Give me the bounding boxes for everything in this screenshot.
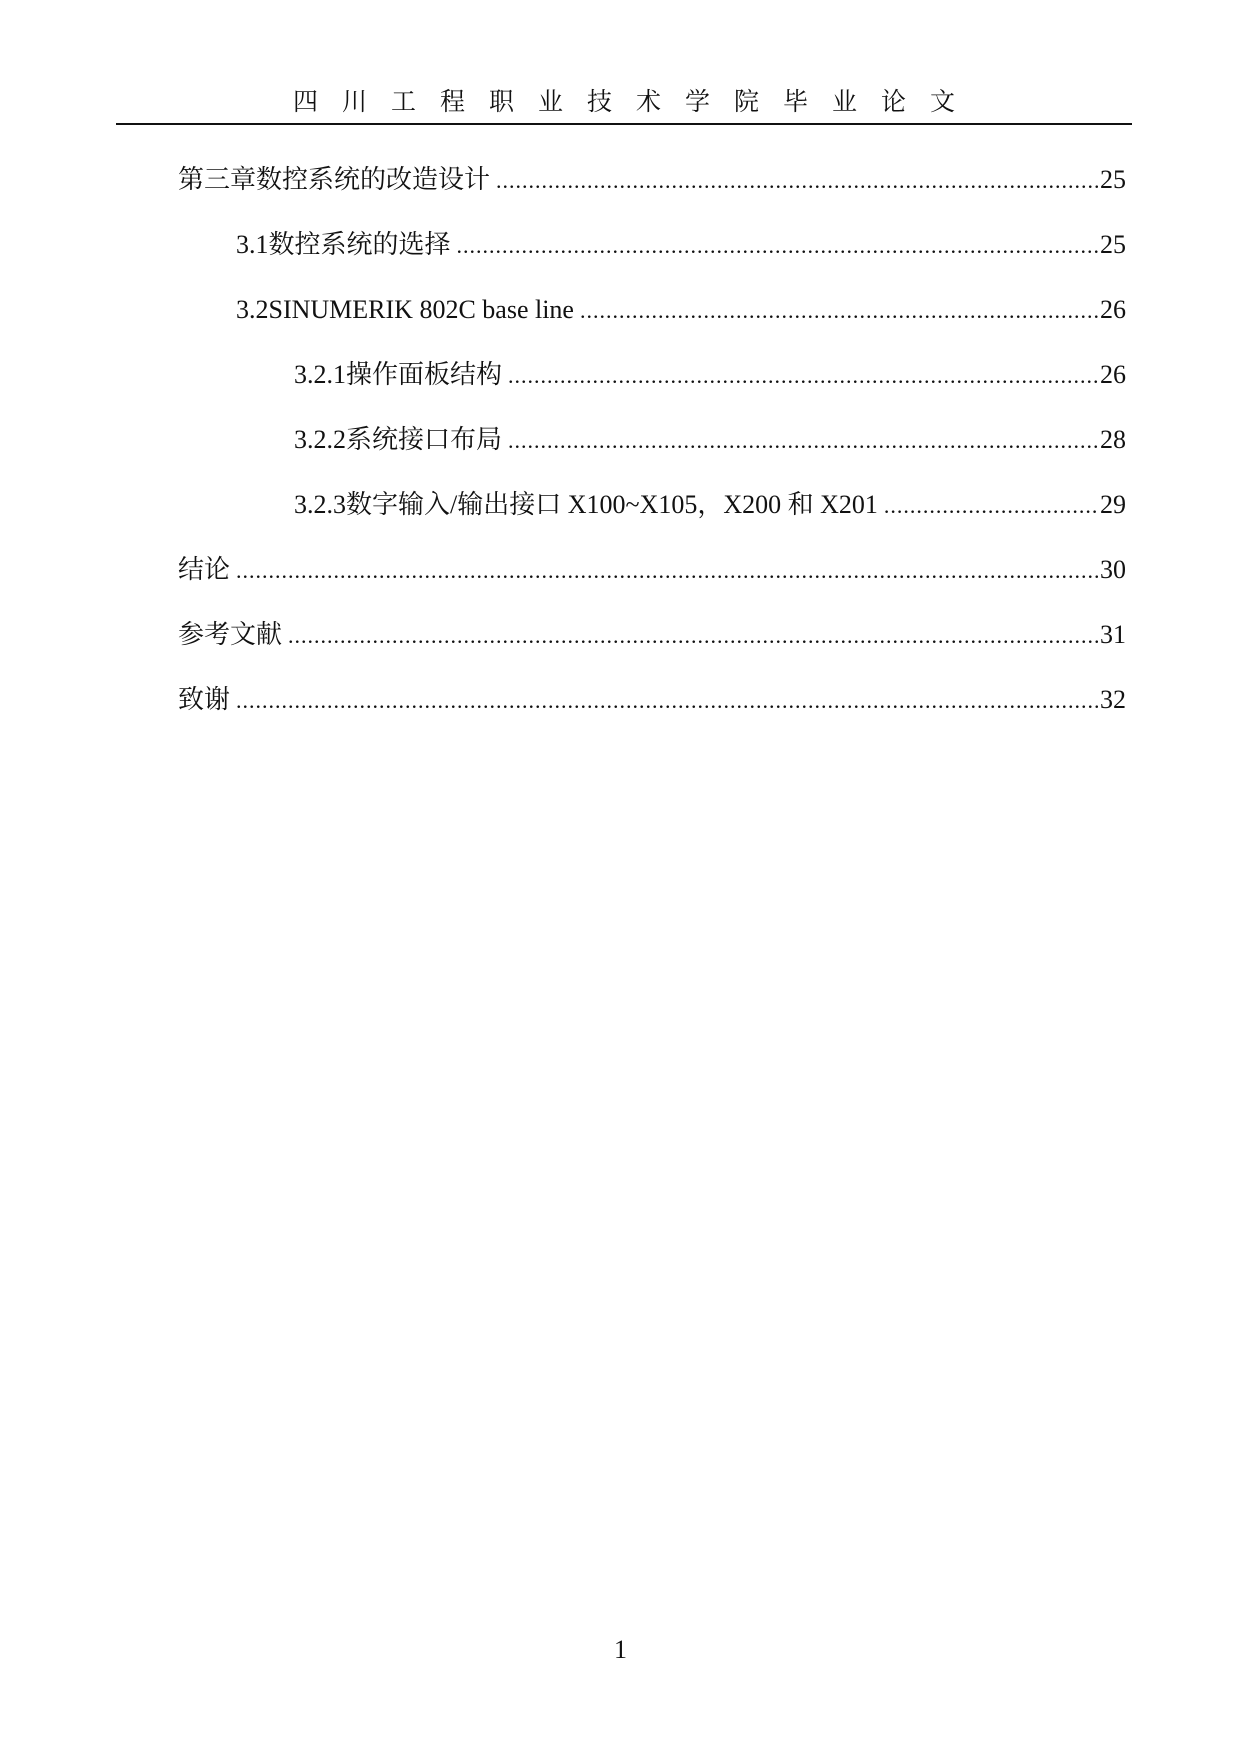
toc-entry-page: 31 <box>1100 620 1126 649</box>
toc-entry-number: 第三章 <box>178 165 257 194</box>
toc-dot-leader <box>508 421 1098 461</box>
page-header <box>116 86 1132 126</box>
toc-entry-number: 3.2.3 <box>294 490 346 519</box>
toc-entry-number: 3.1 <box>236 230 269 259</box>
toc-entry-3-1[interactable] <box>236 225 1126 265</box>
toc-entry-references[interactable] <box>178 615 1126 655</box>
toc-dot-leader <box>496 161 1098 201</box>
toc-entry-title: 致谢 <box>178 685 231 714</box>
toc-dot-leader <box>580 291 1098 331</box>
header-divider <box>116 123 1132 125</box>
toc-entry-number: 3.2 <box>236 295 269 324</box>
toc-dot-leader <box>236 551 1098 591</box>
toc-entry-3-2-2[interactable] <box>294 420 1126 460</box>
toc-entry-number: 3.2.2 <box>294 425 346 454</box>
toc-entry-page: 25 <box>1100 165 1126 194</box>
toc-dot-leader <box>884 486 1098 526</box>
toc-entry-3-2-1[interactable] <box>294 355 1126 395</box>
header-title: 四川工程职业技术学院毕业论文 <box>292 89 979 116</box>
toc-entry-3-2-3[interactable] <box>294 485 1126 525</box>
toc-entry-title: 数控系统的选择 <box>268 230 451 259</box>
toc-entry-3-2[interactable] <box>236 290 1126 330</box>
toc-entry-page: 29 <box>1100 490 1126 519</box>
toc-dot-leader <box>457 226 1098 266</box>
toc-entry-number: 3.2.1 <box>294 360 346 389</box>
toc-entry-title: SINUMERIK 802C base line <box>268 295 574 324</box>
toc-entry-page: 26 <box>1100 360 1126 389</box>
toc-dot-leader <box>236 681 1098 721</box>
toc-entry-conclusion[interactable] <box>178 550 1126 590</box>
toc-entry-chapter-3[interactable] <box>178 160 1126 200</box>
toc-entry-page: 25 <box>1100 230 1126 259</box>
toc-entry-title: 数字输入/输出接口 X100~X105，X200 和 X201 <box>346 490 878 519</box>
toc-entry-title: 参考文献 <box>178 620 283 649</box>
toc-entry-title: 结论 <box>178 555 231 584</box>
toc-entry-title: 数控系统的改造设计 <box>256 165 491 194</box>
toc-entry-page: 28 <box>1100 425 1126 454</box>
toc-dot-leader <box>288 616 1098 656</box>
toc-dot-leader <box>508 356 1098 396</box>
toc-entry-page: 30 <box>1100 555 1126 584</box>
toc-entry-title: 操作面板结构 <box>346 360 503 389</box>
page-number: 1 <box>614 1635 627 1664</box>
toc-entry-page: 26 <box>1100 295 1126 324</box>
toc-entry-page: 32 <box>1100 685 1126 714</box>
toc-entry-title: 系统接口布局 <box>346 425 503 454</box>
toc-entry-acknowledgements[interactable] <box>178 680 1126 720</box>
